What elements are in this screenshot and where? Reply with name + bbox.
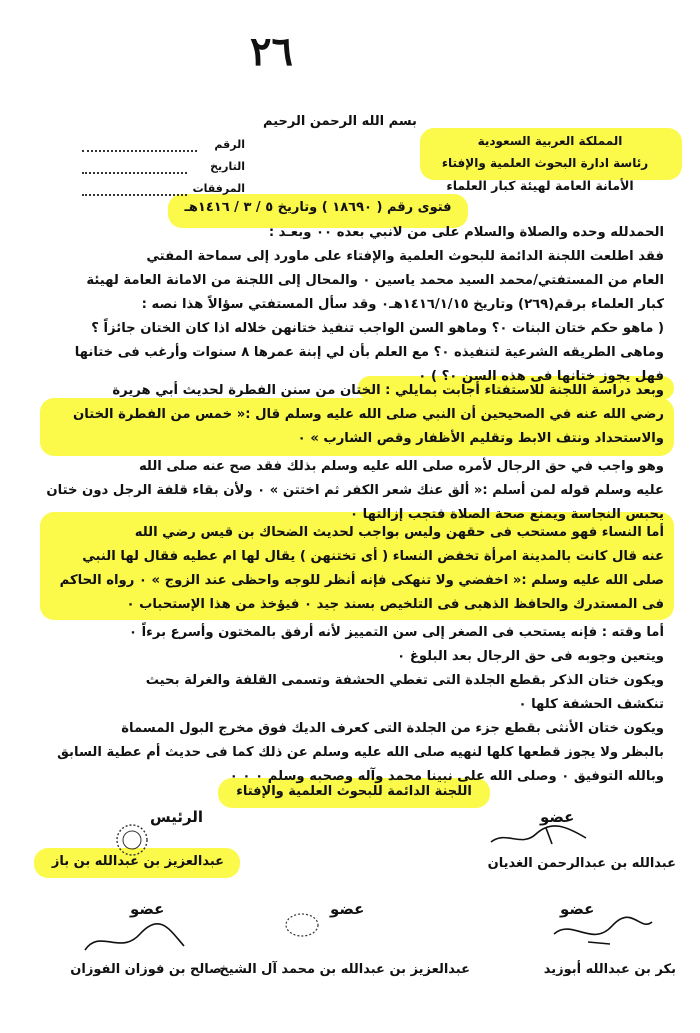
basmala: بسم الله الرحمن الرحيم bbox=[263, 114, 417, 129]
member3-seal bbox=[282, 910, 322, 940]
fatwa-number: فتوى رقم ( ١٨٦٩٠ ) وتاريخ ٥ / ٣ / ١٤١٦هـ bbox=[184, 200, 452, 215]
body-line: وماهى الطريقه الشرعية لتنفيذه ٠؟ مع العلم بأن لي إبنة عمرها ٨ سنوات وأرغب فى ختانها bbox=[74, 345, 664, 360]
field-label-number: الرقم bbox=[214, 138, 245, 151]
body-line: والاستحداد ونتف الابط وتقليم الأظفار وقص الشارب » ٠ bbox=[297, 431, 664, 446]
chairman-role: الرئيس bbox=[150, 808, 204, 826]
body-line: رضي الله عنه في الصحيحين أن النبي صلى الله عليه وسلم قال :« خمس من الفطرة الختان bbox=[72, 407, 664, 422]
body-line: تنكشف الحشفة كلها ٠ bbox=[518, 697, 664, 712]
body-line: وبالله التوفيق ٠ وصلى الله على نبينا محمد وآله وصحبه وسلم ٠ ٠ ٠ bbox=[229, 769, 664, 784]
body-line: ( ماهو حكم ختان البنات ٠؟ وماهو السن الواجب تنفيذ ختانهن خلاله اذا كان الختان جائزاً ؟ bbox=[91, 321, 664, 336]
field-label-attachments: المرفقات bbox=[192, 182, 245, 195]
body-line: وهو واجب في حق الرجال لأمره صلى الله عليه وسلم بذلك فقد صح عنه صلى الله bbox=[138, 459, 664, 474]
field-line-date bbox=[82, 162, 187, 174]
body-line: بالبظر ولا يجوز قطعها كلها لنهيه صلى الله عليه وسلم عن ذلك كما فى حديث أم عطية السابق bbox=[57, 745, 664, 760]
member2-signature bbox=[80, 920, 190, 960]
member1-name: عبدالله بن عبدالرحمن الغديان bbox=[487, 856, 676, 871]
body-line: فهل يجوز ختانها فى هذه السن ٠؟ ) ٠ bbox=[418, 369, 664, 384]
body-line: كبار العلماء برقم(٢٦٩) وتاريخ ١٤١٦/١/١٥هـ٠ وقد سأل المستفتي سؤالاً هذا نصه : bbox=[141, 297, 664, 312]
field-label-date: التاريخ bbox=[210, 160, 245, 173]
body-line: الحمدلله وحده والصلاة والسلام على من لانبي بعده ٠٠ وبعـد : bbox=[268, 225, 664, 240]
body-line: عليه وسلم قوله لمن أسلم :« ألق عنك شعر الكفر ثم اختتن » ٠ ولأن بقاء قلفة الرجل دون ختان bbox=[46, 483, 664, 498]
body-line: ويكون ختان الذكر بقطع الجلدة التى تغطي الحشفة وتسمى القلفة والغرلة بحيث bbox=[145, 673, 664, 688]
body-line: يحبس النجاسة ويمنع صحة الصلاة فتجب إزالتها ٠ bbox=[350, 507, 664, 522]
member3-name: عبدالعزيز بن عبدالله بن محمد آل الشيخ bbox=[219, 962, 470, 977]
member3-role: عضو bbox=[330, 900, 365, 918]
body-line: صلى الله عليه وسلم :« اخفضي ولا تنهكى فإنه أنظر للوجه واحظى عند الزوج » ٠ رواه الحاكم bbox=[59, 573, 664, 588]
member4-signature bbox=[548, 914, 658, 954]
chairman-name: عبدالعزيز بن عبدالله بن باز bbox=[51, 854, 225, 869]
field-line-attachments bbox=[82, 184, 187, 196]
member2-name: صالح بن فوزان الفوزان bbox=[70, 962, 222, 977]
body-line: فى المستدرك والحافظ الذهبى فى التلخيص بسند جيد ٠ فيؤخذ من هذا الإستحباب ٠ bbox=[126, 597, 664, 612]
member1-signature bbox=[486, 820, 596, 850]
body-line: أما وقته : فإنه يستحب فى الصغر إلى سن التمييز لأنه أرفق بالمختون وأسرع برءاً ٠ bbox=[128, 625, 664, 640]
body-line: وبعد دراسة اللجنة للاستفتاء أجابت بمايلي : الختان من سنن الفطرة لحديث أبي هريرة bbox=[112, 383, 664, 398]
body-line: العام من المستفتي/محمد السيد محمد ياسين ٠ والمحال إلى اللجنة من الامانة العامة لهيئة bbox=[86, 273, 664, 288]
letterhead-line-1: المملكة العربية السعودية bbox=[477, 134, 623, 148]
body-line: أما النساء فهو مستحب فى حقهن وليس بواجب لحديث الضحاك بن قيس رضي الله bbox=[134, 525, 664, 540]
member2-role: عضو bbox=[130, 900, 165, 918]
page-number: ٢٦ bbox=[250, 28, 293, 75]
body-line: عنه قال كانت بالمدينة امرأة تخفض النساء ( أى تختنهن ) يقال لها ام عطيه فقال لها النبي bbox=[82, 549, 664, 564]
body-line: ويتعين وجوبه فى حق الرجال بعد البلوغ ٠ bbox=[397, 649, 664, 664]
field-line-number bbox=[82, 140, 197, 152]
body-line: ويكون ختان الأنثى بقطع جزء من الجلدة التى كعرف الديك فوق مخرج البول المسماة bbox=[121, 721, 664, 736]
body-line: فقد اطلعت اللجنة الدائمة للبحوث العلمية والإفتاء على ماورد إلى سماحة المفتي bbox=[146, 249, 664, 264]
member4-role: عضو bbox=[560, 900, 595, 918]
member-role: عضو bbox=[540, 808, 575, 826]
letterhead-line-2: رئاسة ادارة البحوث العلمية والإفتاء bbox=[441, 156, 649, 170]
member4-name: بكر بن عبدالله أبوزيد bbox=[543, 962, 676, 977]
committee-line: اللجنة الدائمة للبحوث العلمية والإفتاء bbox=[236, 784, 472, 799]
letterhead-line-3: الأمانة العامة لهيئة كبار العلماء bbox=[446, 178, 634, 193]
